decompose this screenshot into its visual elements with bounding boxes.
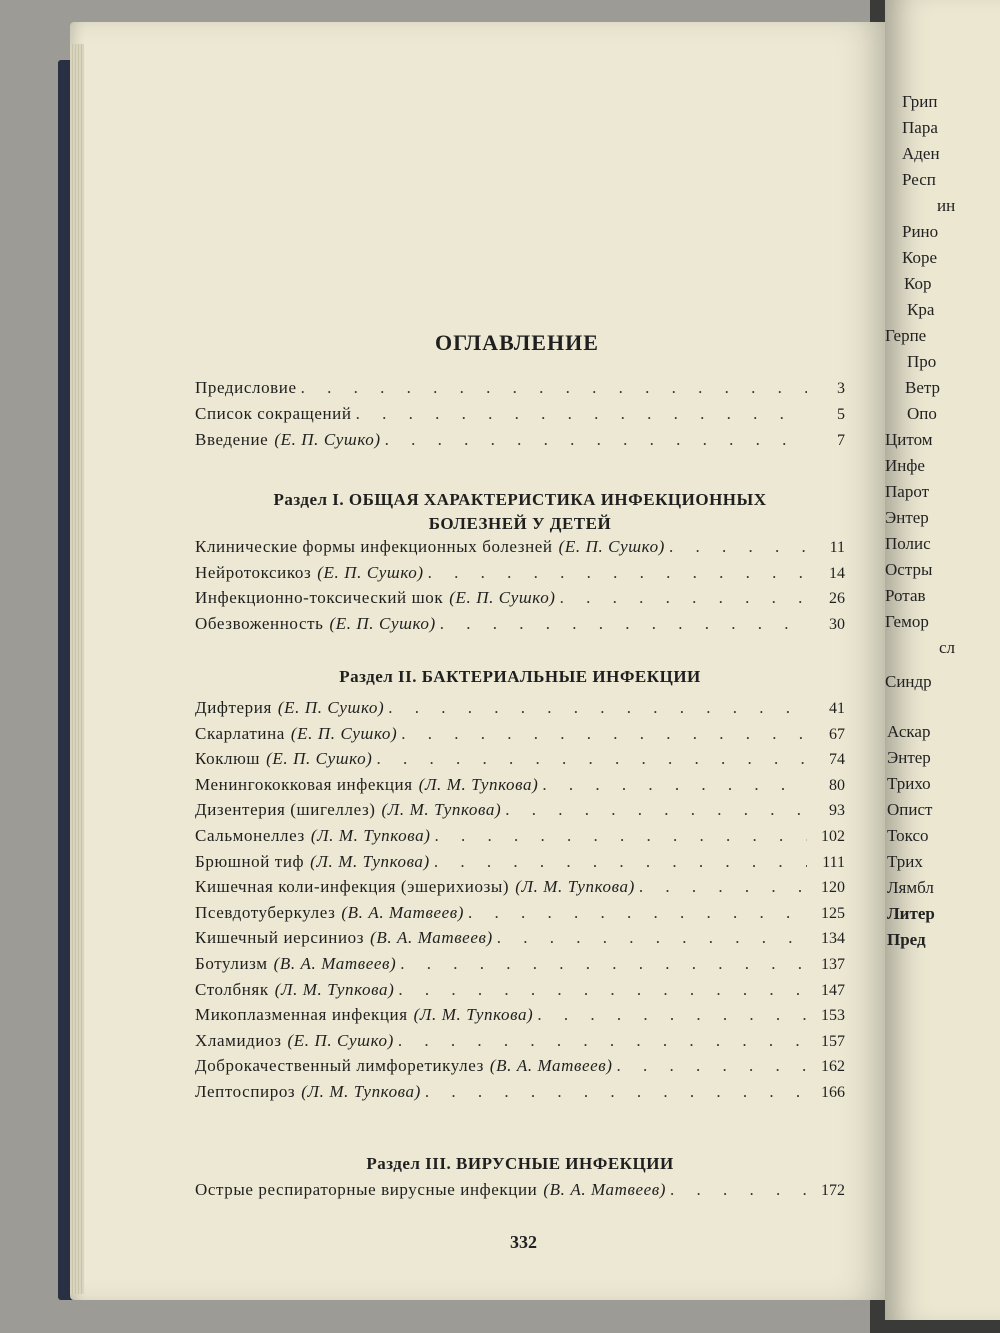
dot-leader [376,749,807,769]
right-page-entry: Инфе [885,456,925,475]
dot-leader [398,1031,807,1051]
dot-leader [537,1005,807,1025]
right-page-entry: Трихо [887,774,931,793]
entry-page: 41 [829,700,845,717]
entry-title: Доброкачественный лимфоретикулез [195,1056,484,1076]
right-page-entry: Аскар [887,722,931,741]
dot-leader [356,404,807,424]
section-heading: Раздел II. БАКТЕРИАЛЬНЫЕ ИНФЕКЦИИ [339,667,701,686]
entry-page: 153 [821,1007,845,1025]
entry-page: 67 [829,725,845,743]
entry-title: Микоплазменная инфекция [195,1005,408,1025]
entry-title: Скарлатина [195,723,285,743]
toc-entry [195,614,845,638]
right-page-entry: Лямбл [887,878,934,897]
right-page-entry: Гемор [885,612,929,631]
entry-title: Обезвоженность [195,613,324,633]
right-page-entry: Синдр [885,672,932,691]
entry-title: Дифтерия [195,698,272,717]
entry-author: (Л. М. Тупкова) [515,877,635,897]
entry-page: 74 [829,751,845,769]
entry-author: (Е. П. Сушко) [317,562,424,582]
entry-author: (Л. М. Тупкова) [301,1082,421,1101]
dot-leader [617,1056,807,1076]
dot-leader [560,588,807,608]
toc-entry [195,800,845,824]
entry-author: (Л. М. Тупкова) [418,774,539,794]
entry-author: (Е. П. Сушко) [329,613,436,633]
toc-entry [195,826,845,850]
entry-page: 11 [829,539,845,556]
dot-leader [400,954,807,974]
right-page-entry: Респ [902,170,936,189]
right-page-entry: Герпе [885,326,927,345]
entry-title: Коклюш [195,749,261,769]
page-edges [70,44,84,1294]
right-page-entry: Аден [902,144,940,163]
right-page-entry: Коре [902,248,938,267]
right-page-entry: Цитом [885,430,933,449]
entry-title: Введение [195,430,269,449]
entry-title: Предисловие [195,378,297,397]
entry-page: 111 [822,853,845,871]
entry-page: 102 [821,828,845,845]
toc-entry [195,378,845,402]
right-page-entry: Ветр [905,378,941,397]
entry-page: 3 [837,380,845,397]
right-page-entry: Кор [904,274,932,293]
dot-leader [301,378,807,398]
section-heading: Раздел I. ОБЩАЯ ХАРАКТЕРИСТИКА ИНФЕКЦИОННЫХ [273,490,767,509]
toc-entry [195,749,845,773]
entry-title: Кишечная коли-инфекция (эшерихиозы) [195,877,510,897]
entry-author: (Е. П. Сушко) [558,537,665,556]
dot-leader [388,698,807,718]
dot-leader [398,980,807,1000]
entry-page: 162 [821,1058,845,1076]
toc-entry [195,537,845,561]
entry-author: (Л. М. Тупкова) [413,1005,534,1025]
entry-author: (В. А. Матвеев) [273,954,397,973]
toc-entry [195,928,845,952]
right-page-entry: Рино [902,222,939,241]
toc-entry [195,1005,845,1029]
page-number: 332 [510,1232,537,1252]
right-page-entry: Энтер [885,508,929,527]
toc-entry [195,404,845,428]
toc-entry [195,430,845,454]
section-heading: Раздел III. ВИРУСНЫЕ ИНФЕКЦИИ [366,1154,674,1173]
entry-title: Столбняк [195,979,269,999]
entry-page: 5 [837,406,845,423]
dot-leader [639,877,807,897]
entry-page: 80 [829,776,845,794]
entry-title: Ботулизм [195,954,268,973]
dot-leader [401,724,807,744]
entry-title: Клинические формы инфекционных болезней [195,537,553,556]
right-page-entry: Пред [887,930,926,949]
entry-author: (Л. М. Тупкова) [310,826,431,845]
entry-author: (В. А. Матвеев) [370,928,493,948]
entry-author: (Е. П. Сушко) [274,430,381,449]
toc-entry [195,954,845,978]
right-page-entry: Остры [885,560,933,579]
right-page-entry: Кра [907,300,935,319]
entry-title: Сальмонеллез [195,826,305,845]
right-page-entry: Грип [902,92,938,111]
toc-entry [195,903,845,927]
entry-title: Дизентерия (шигеллез) [195,800,376,820]
right-page-entry: Токсо [887,826,929,845]
entry-page: 7 [837,432,845,449]
right-page-entry: Трих [887,852,923,871]
section-heading: БОЛЕЗНЕЙ У ДЕТЕЙ [428,514,612,533]
right-page [885,0,1000,1320]
right-page-entry: Опист [887,800,933,819]
entry-author: (Е. П. Сушко) [287,1030,394,1050]
toc-entry [195,877,845,901]
dot-leader [440,614,807,634]
entry-page: 93 [829,802,845,820]
dot-leader [497,928,807,948]
dot-leader [505,800,807,820]
dot-leader [385,430,807,450]
entry-page: 14 [829,564,845,582]
entry-page: 137 [821,956,845,973]
right-page-entry: Опо [907,404,937,423]
dot-leader [434,852,807,872]
left-page [70,22,890,1300]
toc-entry [195,588,845,612]
right-page-entry: Пара [902,118,938,137]
toc-entry [195,852,845,876]
toc-entry [195,563,845,587]
entry-page: 120 [821,879,845,897]
toc-entry [195,980,845,1004]
entry-page: 147 [821,981,845,999]
toc-title: ОГЛАВЛЕНИЕ [435,330,599,355]
dot-leader [669,537,807,557]
right-page-entry: Литер [887,904,935,923]
right-page-entry: Полис [885,534,931,553]
entry-author: (В. А. Матвеев) [489,1056,613,1076]
entry-page: 166 [821,1084,845,1101]
entry-title: Лептоспироз [195,1082,296,1101]
right-page-entry: Ротав [885,586,926,605]
toc-entry [195,698,845,722]
entry-title: Острые респираторные вирусные инфекции [195,1180,538,1199]
entry-author: (В. А. Матвеев) [543,1180,667,1199]
toc-entry [195,724,845,748]
right-page-entry: Энтер [887,748,931,767]
dot-leader [434,826,807,846]
entry-title: Кишечный иерсиниоз [195,928,365,948]
entry-page: 125 [821,904,845,922]
entry-author: (В. А. Матвеев) [341,902,465,922]
right-page-entry: Про [907,352,937,371]
entry-author: (Е. П. Сушко) [277,698,385,717]
entry-page: 26 [829,590,845,608]
entry-author: (Е. П. Сушко) [266,749,373,769]
entry-author: (Л. М. Тупкова) [310,851,430,871]
entry-page: 30 [829,615,845,633]
toc-entry [195,775,845,799]
entry-author: (Е. П. Сушко) [449,588,556,608]
dot-leader [542,775,807,795]
right-page-entry: ин [937,196,956,215]
toc-entry [195,1180,845,1204]
entry-title: Инфекционно-токсический шок [195,588,444,608]
entry-title: Псевдотуберкулез [195,902,336,922]
right-page-entry: Парот [885,482,930,501]
entry-title: Хламидиоз [195,1030,282,1050]
entry-page: 172 [821,1182,845,1199]
entry-author: (Л. М. Тупкова) [274,979,395,999]
dot-leader [468,903,807,923]
right-page-entry: сл [939,638,956,657]
entry-title: Нейротоксикоз [195,562,312,582]
entry-title: Менингококковая инфекция [195,774,413,794]
dot-leader [428,563,807,583]
dot-leader [670,1180,807,1200]
toc-entry [195,1031,845,1055]
entry-page: 134 [821,930,845,948]
entry-author: (Л. М. Тупкова) [381,800,502,820]
entry-author: (Е. П. Сушко) [290,723,398,743]
toc-entry [195,1056,845,1080]
dot-leader [425,1082,807,1102]
entry-title: Брюшной тиф [195,851,305,871]
entry-page: 157 [821,1032,845,1050]
toc-entry [195,1082,845,1106]
entry-title: Список сокращений [195,404,352,423]
